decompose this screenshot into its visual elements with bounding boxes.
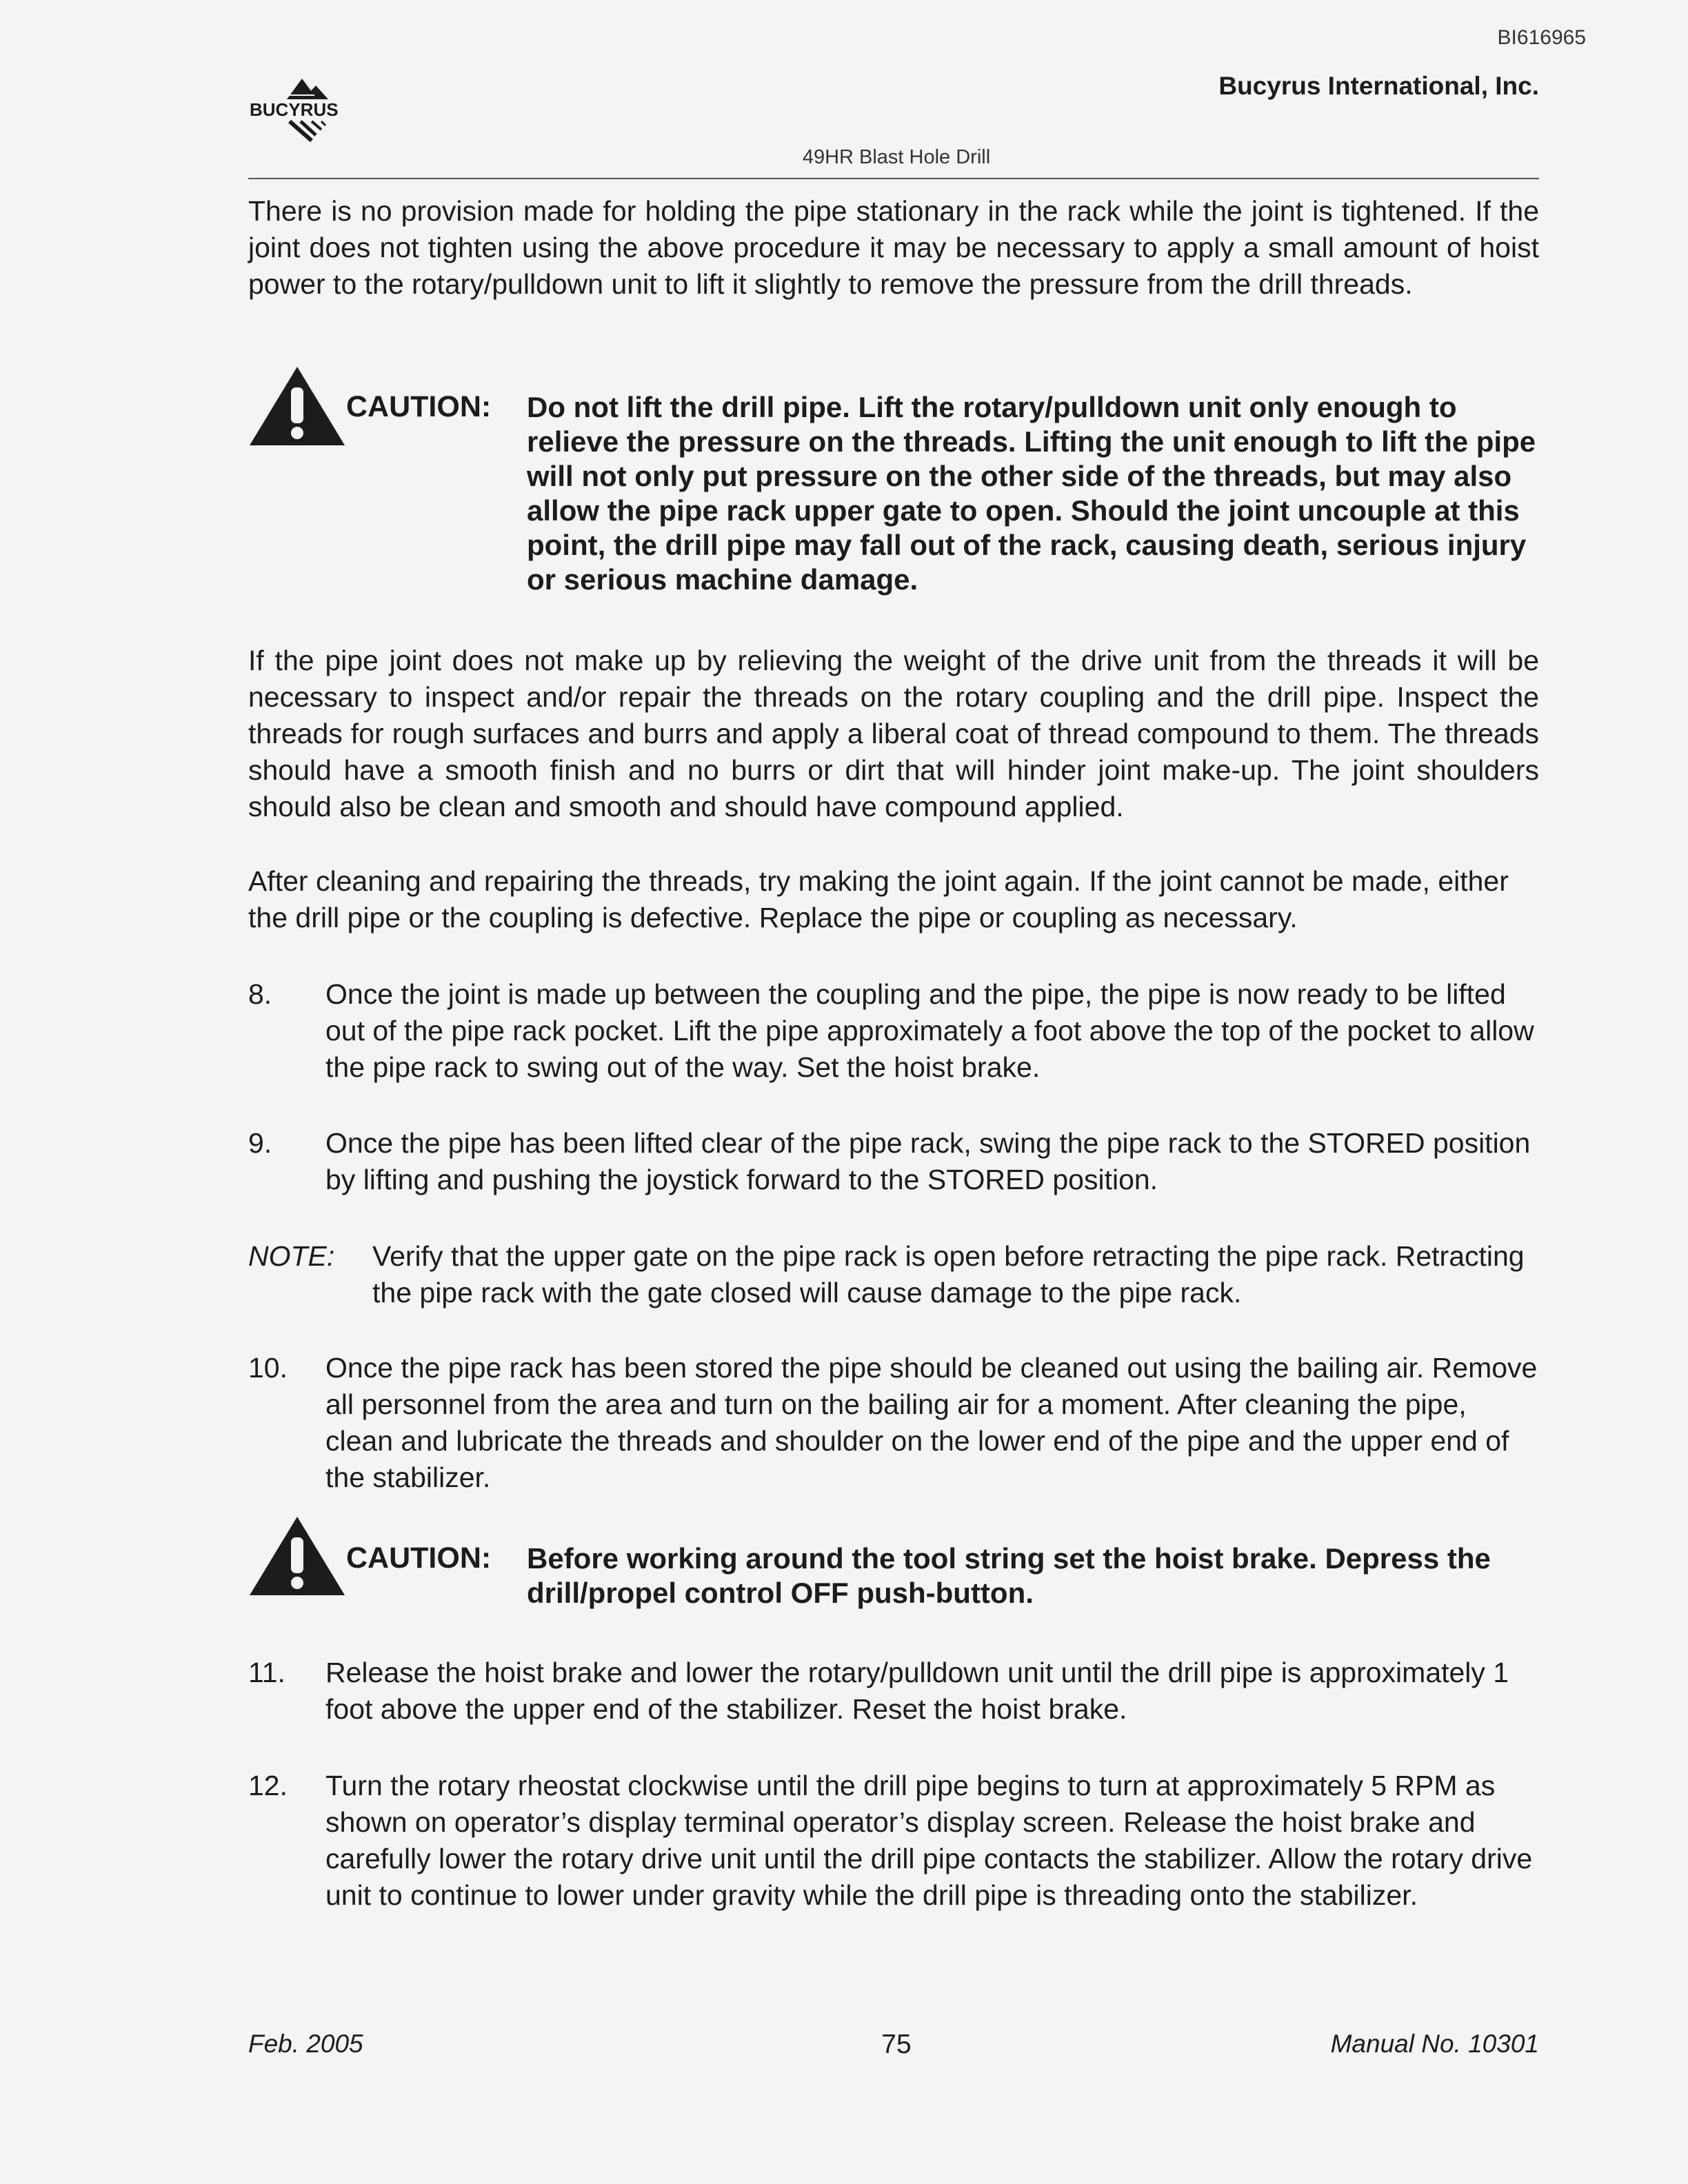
caution-text: Before working around the tool string set the hoist brake. Depress the drill/propel control OFF push-button. <box>527 1542 1491 1609</box>
repair-paragraph: After cleaning and repairing the threads, try making the joint again. If the joint cannot be made, either the drill pipe or the coupling is defective. Replace the pipe or coupling as necessary. <box>248 865 1509 933</box>
page-number: 75 <box>881 2030 912 2059</box>
note-text: Verify that the upper gate on the pipe rack is open before retracting the pipe rack. Retracting the pipe rack with the gate closed will cause damage to the pipe rack. <box>372 1240 1525 1308</box>
step-text: Once the joint is made up between the coupling and the pipe, the pipe is now ready to be lifted out of the pipe rack pocket. Lift the pipe approximately a foot above the top of the pocket to allow the pipe rack to swing out of the way. Set the hoist brake. <box>325 978 1534 1083</box>
logo-text: BUCYRUS <box>250 99 339 120</box>
caution-label: CAUTION: <box>346 390 492 423</box>
step-text: Release the hoist brake and lower the rotary/pulldown unit until the drill pipe is approximately 1 foot above the upper end of the stabilizer. Reset the hoist brake. <box>325 1657 1509 1725</box>
header-divider <box>248 178 1539 179</box>
bucyrus-logo-icon <box>248 72 370 152</box>
note-label: NOTE: <box>248 1240 335 1272</box>
step-number: 9. <box>248 1127 272 1159</box>
step-number: 12. <box>248 1770 288 1801</box>
caution-text: Do not lift the drill pipe. Lift the rotary/pulldown unit only enough to relieve the pressure on the threads. Lifting the unit enough to lift the pipe will not only put pressure on the other side of the threads, but may also allow the pipe rack upper gate to open. Should the joint uncouple at this point, the drill pipe may fall out of the rack, causing death, serious injury or serious machine damage. <box>527 391 1536 596</box>
step-text: Turn the rotary rheostat clockwise until the drill pipe begins to turn at approximately 5 RPM as shown on operator’s display terminal operator’s display screen. Release the hoist brake and carefully lower the rotary drive unit until the drill pipe contacts the stabilizer. Allow the rotary drive unit to continue to lower under gravity while the drill pipe is threading onto the stabilizer. <box>325 1770 1533 1911</box>
step-text: Once the pipe has been lifted clear of the pipe rack, swing the pipe rack to the STORED position by lifting and pushing the joystick forward to the STORED position. <box>325 1127 1531 1195</box>
document-title: 49HR Blast Hole Drill <box>802 146 991 168</box>
warning-triangle-icon <box>248 364 346 448</box>
warning-triangle-icon <box>248 1514 346 1598</box>
manual-number: Manual No. 10301 <box>1330 2030 1539 2058</box>
footer-date: Feb. 2005 <box>248 2030 363 2058</box>
intro-paragraph: There is no provision made for holding the pipe stationary in the rack while the joint is tightened. If the joint does not tighten using the above procedure it may be necessary to apply a small amount of hoist power to the rotary/pulldown unit to lift it slightly to remove the pressure from the drill threads. <box>248 195 1539 300</box>
document-id: BI616965 <box>1497 26 1586 49</box>
step-number: 8. <box>248 978 272 1010</box>
company-name: Bucyrus International, Inc. <box>1218 72 1539 100</box>
step-text: Once the pipe rack has been stored the pipe should be cleaned out using the bailing air. Remove all personnel from the area and turn on the bailing air for a moment. After cleaning the pipe, clean and lubricate the threads and shoulder on the lower end of the pipe and the upper end of the stabilizer. <box>325 1352 1538 1493</box>
step-number: 10. <box>248 1352 288 1384</box>
caution-label: CAUTION: <box>346 1541 492 1575</box>
inspect-threads-paragraph: If the pipe joint does not make up by relieving the weight of the drive unit from the threads it will be necessary to inspect and/or repair the threads on the rotary coupling and the drill pipe. Inspect the threads for rough surfaces and burrs and apply a liberal coat of thread compound to them. The threads should have a smooth finish and no burrs or dirt that will hinder joint make-up. The joint shoulders should also be clean and smooth and should have compound applied. <box>248 645 1539 822</box>
step-number: 11. <box>248 1657 285 1688</box>
